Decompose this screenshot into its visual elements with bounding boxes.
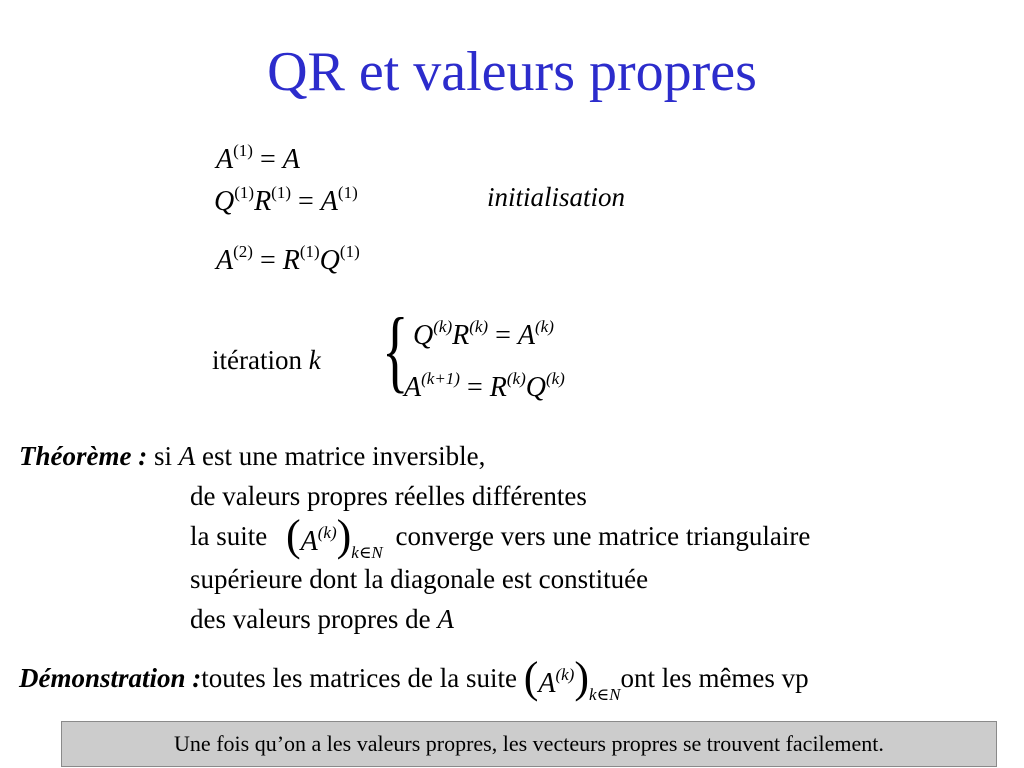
sup-k: (k): [545, 369, 565, 388]
demonstration-line: Démonstration :toutes les matrices de la suite $(A^{(k)})_{k\in N}ont$ les mêmes vp: [19, 653, 809, 704]
theorem-line-1: Théorème : si A est une matrice inversible,: [19, 441, 486, 471]
equals-sign: =: [466, 372, 483, 403]
var-a: A: [320, 186, 338, 217]
theorem-line-3: la suite $(A^{(k)})_{k\in N}$ converge vers une matrice triangulaire: [190, 511, 811, 562]
var-a: A: [282, 144, 300, 175]
var-a: A: [517, 320, 535, 351]
sup-2: (2): [233, 242, 253, 261]
var-a: A: [178, 441, 196, 471]
sup-1: (1): [337, 183, 358, 202]
var-r: R: [254, 186, 272, 217]
equation-a2: [216, 242, 360, 276]
var-q: Q: [319, 245, 340, 276]
note-box: Une fois qu’on a les valeurs propres, les vecteurs propres se trouvent facilement.: [61, 721, 997, 767]
slide-title: QR et valeurs propres: [267, 41, 757, 103]
sequence-a-k: $(A^{(k)})_{k\in N}$: [285, 511, 383, 562]
sup-k: (k): [433, 317, 453, 336]
sup-1: (1): [271, 183, 291, 202]
sup-1: (1): [339, 242, 360, 261]
initialisation-label: initialisation: [487, 182, 626, 212]
sup-k: (k): [469, 317, 489, 336]
theorem-line-5: des valeurs propres de A: [190, 604, 454, 634]
equation-qr-factorization-1: [214, 183, 358, 217]
demonstration-label: Démonstration :: [19, 662, 202, 693]
theorem-label: Théorème :: [19, 441, 148, 471]
equals-sign: =: [298, 186, 314, 217]
sup-1: (1): [234, 183, 255, 202]
sup-k: (k): [535, 317, 554, 336]
var-r: R: [452, 320, 470, 351]
var-a: A: [216, 144, 234, 175]
var-a: A: [437, 604, 454, 634]
var-k: k: [308, 345, 321, 375]
equation-a1-equals-a: [216, 141, 300, 175]
sup-1: (1): [233, 141, 253, 160]
equals-sign: =: [495, 320, 511, 351]
var-q: Q: [214, 186, 235, 217]
sup-k-plus-1: (k+1): [421, 369, 460, 388]
var-r: R: [489, 372, 507, 403]
var-q: Q: [525, 372, 546, 403]
var-a: A: [404, 372, 422, 403]
equation-qr-factorization-k: [413, 317, 554, 351]
var-r: R: [282, 245, 300, 276]
var-q: Q: [413, 320, 434, 351]
left-brace: {: [382, 299, 409, 401]
equation-a-k-plus-1: [404, 369, 565, 403]
theorem-line-2: de valeurs propres réelles différentes: [190, 481, 587, 511]
equals-sign: =: [259, 245, 276, 276]
sup-k: (k): [506, 369, 526, 388]
iteration-label: itération k: [212, 345, 321, 375]
theorem-line-4: supérieure dont la diagonale est constituée: [190, 564, 649, 594]
sup-1: (1): [299, 242, 320, 261]
sequence-a-k: $(A^{(k)})_{k\in N}$: [523, 653, 621, 704]
var-a: A: [216, 245, 234, 276]
equals-sign: =: [259, 144, 276, 175]
